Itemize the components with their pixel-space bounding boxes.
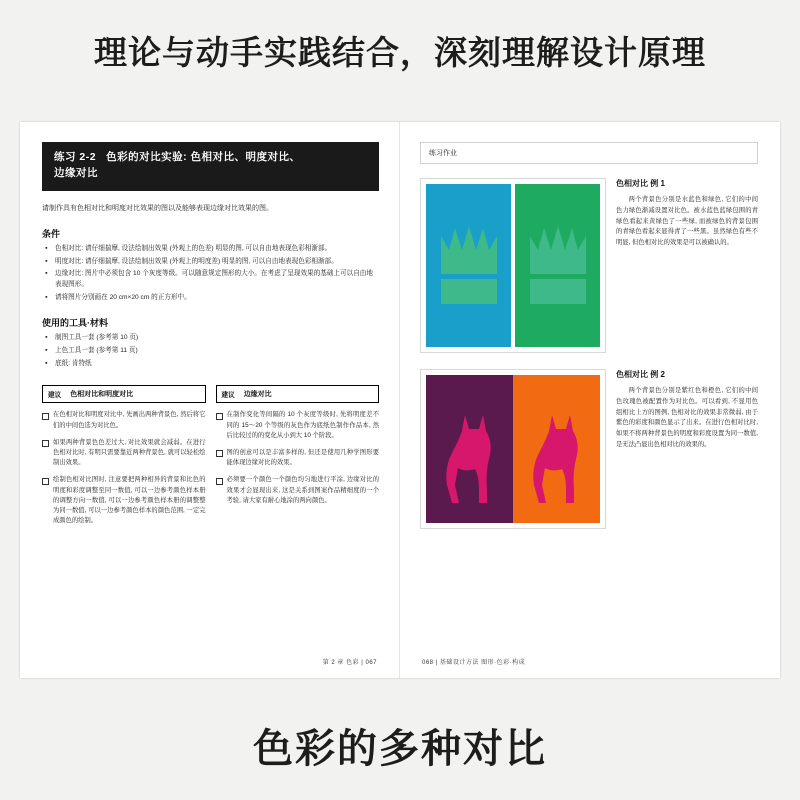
checklist-text: 如果两种背景色色差过大, 对比效果就会减弱。在进行色相对比时, 有明只需要靠近两种背景色, 就可以轻松绘制出效果。 bbox=[53, 438, 206, 467]
example-body: 两个背景色分别是水蓝色和绿色, 它们的中间色力绿色渐减设置对比色。被水蓝色蓝绿包围的青绿色看起来黄绿色了一些绿, 而被绿色的背景包围的青绿色看起来显得青了一些黑。虽然绿色有些不明显, 但色相对比的效果是可以被确认的。 bbox=[616, 196, 758, 247]
bottom-banner-text: 色彩的多种对比 bbox=[253, 726, 547, 771]
crown-panel-blue bbox=[426, 184, 511, 347]
checklist-text: 图的创意可以是丰富多样的, 但还是使用几种学图形要能体现边缘对比的效果。 bbox=[226, 448, 379, 467]
checklist-item bbox=[216, 410, 380, 441]
suggestion-tag: 建议 bbox=[221, 392, 235, 400]
checklist-item bbox=[42, 438, 206, 469]
example-title: 色相对比 例 1 bbox=[616, 179, 665, 188]
condition-item: ● 请将图片分别画在 20 cm×20 cm 的正方形中。 bbox=[53, 293, 379, 304]
suggestion-checklist-1 bbox=[42, 410, 206, 526]
suggestion-header-2 bbox=[216, 385, 380, 403]
checkbox-icon[interactable] bbox=[216, 413, 223, 420]
checklist-text: 必须要一个颜色一个颜色均匀地进行平涂, 边缘对比的效果才会显现出来, 这是关系到图案作品精细度的一个考验, 请大家有耐心地涂的两向颜色。 bbox=[226, 476, 379, 504]
exercise-title-line-2: 边缘对比 bbox=[54, 166, 98, 179]
checklist-item bbox=[42, 475, 206, 526]
exercise-title-line-1: 色彩的对比实验: 色相对比、明度对比、 bbox=[106, 151, 301, 163]
tools-title: 使用的工具·材料 bbox=[42, 318, 108, 329]
example-text-1 bbox=[616, 178, 758, 353]
example-block-1 bbox=[420, 178, 758, 353]
crown-panel-green bbox=[515, 184, 600, 347]
checkbox-icon[interactable] bbox=[42, 413, 49, 420]
condition-item: ● 明度对比: 请仔细揣摩, 设法绘制出效果 (外观上的明度差) 明显的图, 可以自由地表现色彩相渐部。 bbox=[53, 257, 379, 268]
checkbox-icon[interactable] bbox=[216, 478, 223, 485]
example-title: 色相对比 例 2 bbox=[616, 370, 665, 379]
suggestion-title: 色相对比和明度对比 bbox=[70, 391, 134, 399]
book-spread bbox=[20, 122, 780, 678]
exercise-header-line-1 bbox=[54, 150, 369, 166]
checkbox-icon[interactable] bbox=[42, 440, 49, 447]
cat-panel-orange bbox=[513, 375, 600, 523]
exercise-number: 练习 2-2 bbox=[54, 151, 97, 163]
exercise-intro: 请制作具有色相对比和明度对比效果的图以及能够表现边缘对比效果的图。 bbox=[42, 204, 273, 212]
example-text-2 bbox=[616, 369, 758, 529]
suggestion-checklist-2 bbox=[216, 410, 380, 506]
book-page-left bbox=[20, 122, 400, 678]
suggestion-title: 边缘对比 bbox=[243, 391, 272, 399]
homework-label: 练习作业 bbox=[420, 142, 758, 164]
crown-icon bbox=[524, 218, 592, 314]
suggestions-row bbox=[42, 385, 379, 533]
checkbox-icon[interactable] bbox=[42, 478, 49, 485]
cat-icon bbox=[526, 405, 588, 515]
cat-icon bbox=[439, 405, 501, 515]
suggestion-column-2 bbox=[216, 385, 380, 533]
example-block-2 bbox=[420, 369, 758, 529]
conditions-list bbox=[42, 244, 379, 303]
conditions-title: 条件 bbox=[42, 229, 61, 240]
tool-item: ● 制图工具一套 (参考第 10 页) bbox=[53, 333, 379, 344]
tools-list bbox=[42, 333, 379, 369]
tool-item: ● 底纸: 肯特纸 bbox=[53, 359, 379, 370]
checklist-text: 在色相对比和明度对比中, 先画出两种背景色, 然后将它们的中间色选为对比色。 bbox=[53, 411, 206, 429]
folio-right: 068 | 基础设计方法 图形·色彩·构成 bbox=[422, 660, 526, 666]
crown-icon bbox=[435, 218, 503, 314]
figure-two-crowns bbox=[420, 178, 606, 353]
checklist-text: 在制作变化等间隔的 10 个灰度等级时, 先将明度差不同的 15～20 个等级的灰色作为底纸色制作作品本, 然后比较过的的变化从小到大 10 个阶段。 bbox=[226, 411, 379, 439]
exercise-header bbox=[42, 142, 379, 191]
suggestion-tag: 建议 bbox=[48, 392, 62, 400]
checklist-text: 绘制色相对比图时, 注意要把两种相异的背景和比色的明度和彩度调整至同一数值, 可以一边参考颜色样本册的调整方向一数值, 可以一边参考颜色样本册的调整整为同一数值, 可以一边参考颜色样本的颜色范围, 一定完成颜色的绘制。 bbox=[53, 476, 206, 525]
top-banner bbox=[0, 0, 800, 100]
checklist-item bbox=[42, 410, 206, 430]
top-banner-text: 理论与动手实践结合，深刻理解设计原理 bbox=[94, 33, 706, 71]
checklist-item bbox=[216, 475, 380, 506]
suggestion-header-1 bbox=[42, 385, 206, 403]
bottom-banner bbox=[0, 690, 800, 800]
example-body: 两个背景色分别是紫红色和橙色, 它们的中间色玫瑰色被配置作为对比色。可以看到, 不显用色组相比上方的图例, 色相对比的效果非常微弱, 由于紫色的彩度和颜色显示了出来。在进行色相对比时, 如果不将两种背景色的明度和彩度设置为同一数值, 是无法凸显出色相对比的效果的。 bbox=[616, 387, 758, 449]
cat-panel-purple bbox=[426, 375, 513, 523]
book-page-right bbox=[400, 122, 780, 678]
suggestion-column-1 bbox=[42, 385, 206, 533]
figure-two-cats bbox=[420, 369, 606, 529]
condition-item: ● 色相对比: 请仔细揣摩, 设法绘制出效果 (外观上的色差) 明显的图, 可以自由地表现色彩相渐部。 bbox=[53, 244, 379, 255]
checkbox-icon[interactable] bbox=[216, 450, 223, 457]
folio-left: 第 2 章 色彩 | 067 bbox=[322, 660, 377, 666]
condition-item: ● 边缘对比: 图片中必须包含 10 个灰度等级。可以随意规定图形的大小。在考虑了呈现效果的基础上可以自由地表现图形。 bbox=[53, 269, 379, 290]
checklist-item bbox=[216, 448, 380, 468]
tool-item: ● 上色工具一套 (参考第 11 页) bbox=[53, 346, 379, 357]
